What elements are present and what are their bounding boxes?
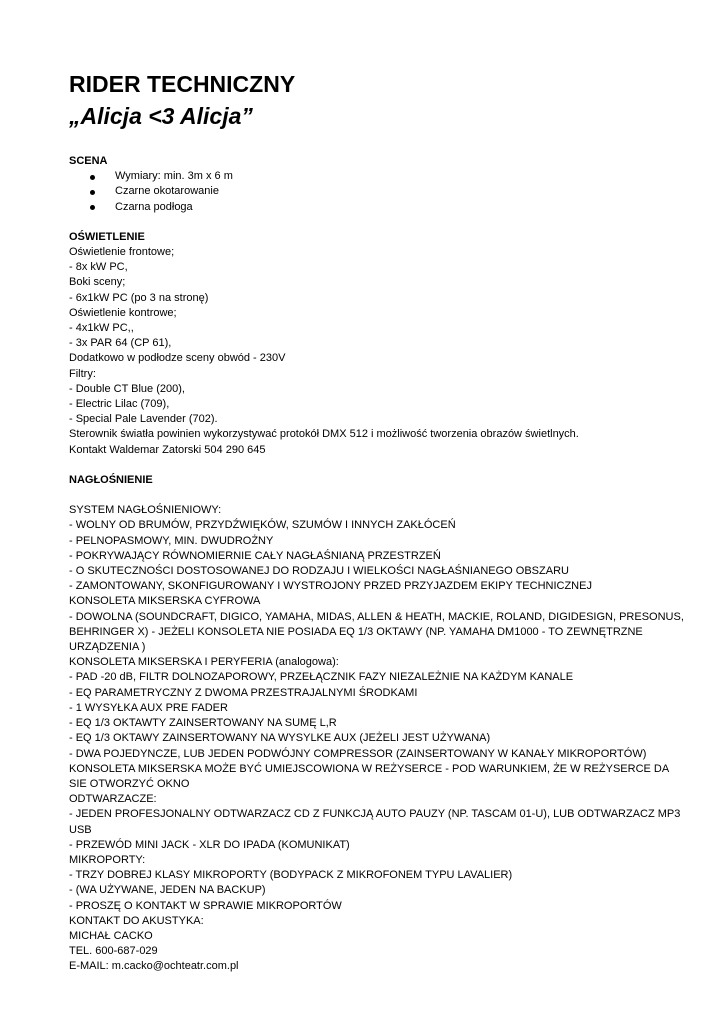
text-line: - 4x1kW PC,, bbox=[69, 322, 134, 335]
text-line: - ZAMONTOWANY, SKONFIGUROWANY I WYSTROJONY PRZED PRZYJAZDEM EKIPY TECHNICZNEJ bbox=[69, 580, 592, 593]
list-item-text: Czarne okotarowanie bbox=[115, 185, 219, 198]
text-line: - Special Pale Lavender (702). bbox=[69, 413, 218, 426]
text-line: - 3x PAR 64 (CP 61), bbox=[69, 337, 172, 350]
section-heading-oswietlenie: OŚWIETLENIE bbox=[69, 230, 145, 243]
contact-email: E-MAIL: m.cacko@ochteatr.com.pl bbox=[69, 960, 239, 973]
document-subtitle: „Alicja <3 Alicja” bbox=[69, 103, 253, 129]
text-line: Filtry: bbox=[69, 367, 96, 380]
text-line: - Electric Lilac (709), bbox=[69, 398, 170, 411]
text-line: MICHAŁ CACKO bbox=[69, 929, 153, 942]
text-line: Dodatkowo w podłodze sceny obwód - 230V bbox=[69, 352, 286, 365]
list-item bbox=[69, 184, 669, 199]
text-line: - EQ 1/3 OKTAWTY ZAINSERTOWANY NA SUMĘ L,R bbox=[69, 717, 337, 730]
text-line: SYSTEM NAGŁOŚNIENIOWY: bbox=[69, 504, 222, 517]
text-line: - PELNOPASMOWY, MIN. DWUDROŻNY bbox=[69, 534, 274, 547]
text-line: - 8x kW PC, bbox=[69, 261, 128, 274]
list-item bbox=[69, 200, 669, 215]
document-page bbox=[69, 70, 684, 975]
text-line: ODTWARZACZE: bbox=[69, 793, 157, 806]
bullet-icon bbox=[90, 190, 95, 195]
text-line: BEHRINGER X) - JEŻELI KONSOLETA NIE POSIADA EQ 1/3 OKTAWY (NP. YAMAHA DM1000 - TO ZEWNĘTRZNE bbox=[69, 625, 643, 638]
bullet-icon bbox=[90, 175, 95, 180]
text-line: KONSOLETA MIKSERSKA MOŻE BYĆ UMIEJSCOWIONA W REŻYSERCE - POD WARUNKIEM, ŻE W REŻYSERCE DA bbox=[69, 762, 670, 775]
section-scena bbox=[69, 154, 669, 215]
list-item-text: Czarna podłoga bbox=[115, 200, 193, 213]
text-line: TEL. 600-687-029 bbox=[69, 945, 158, 958]
text-line: - TRZY DOBREJ KLASY MIKROPORTY (BODYPACK Z MIKROFONEM TYPU LAVALIER) bbox=[69, 869, 513, 882]
blank-line bbox=[69, 488, 669, 503]
text-line: - PAD -20 dB, FILTR DOLNOZAPOROWY, PRZEŁĄCZNIK FAZY NIEZALEŻNIE NA KAŻDYM KANALE bbox=[69, 671, 574, 684]
section-naglosnienie bbox=[69, 473, 684, 975]
text-line: SIE OTWORZYĆ OKNO bbox=[69, 777, 190, 790]
text-line: USB bbox=[69, 823, 92, 836]
text-line: Boki sceny; bbox=[69, 276, 126, 289]
list-item-text: Wymiary: min. 3m x 6 m bbox=[115, 170, 233, 183]
text-line: - DWA POJEDYNCZE, LUB JEDEN PODWÓJNY COMPRESSOR (ZAINSERTOWANY W KANAŁY MIKROPORTÓW) bbox=[69, 747, 647, 760]
text-line: - PROSZĘ O KONTAKT W SPRAWIE MIKROPORTÓW bbox=[69, 899, 342, 912]
text-line: - WOLNY OD BRUMÓW, PRZYDŹWIĘKÓW, SZUMÓW I INNYCH ZAKŁÓCEŃ bbox=[69, 519, 456, 532]
text-line: KONSOLETA MIKSERSKA CYFROWA bbox=[69, 595, 261, 608]
bullet-icon bbox=[90, 205, 95, 210]
text-line: URZĄDZENIA ) bbox=[69, 641, 146, 654]
text-line: KONSOLETA MIKSERSKA I PERYFERIA (analogowa): bbox=[69, 656, 339, 669]
text-line: - Double CT Blue (200), bbox=[69, 382, 185, 395]
text-line: - EQ PARAMETRYCZNY Z DWOMA PRZESTRAJALNYMI ŚRODKAMI bbox=[69, 686, 418, 699]
text-line: - 1 WYSYŁKA AUX PRE FADER bbox=[69, 701, 228, 714]
text-line: - POKRYWAJĄCY RÓWNOMIERNIE CAŁY NAGŁAŚNIANĄ PRZESTRZEŃ bbox=[69, 549, 441, 562]
text-line: - O SKUTECZNOŚCI DOSTOSOWANEJ DO RODZAJU I WIELKOŚCI NAGŁAŚNIANEGO OBSZARU bbox=[69, 565, 569, 578]
text-line: Kontakt Waldemar Zatorski 504 290 645 bbox=[69, 443, 266, 456]
text-line: - EQ 1/3 OKTAWY ZAINSERTOWANY NA WYSYLKE AUX (JEŻELI JEST UŻYWANA) bbox=[69, 732, 491, 745]
section-oswietlenie bbox=[69, 230, 669, 458]
scena-bullet-list bbox=[69, 169, 669, 215]
text-line: Sterownik światła powinien wykorzystywać protokół DMX 512 i możliwość tworzenia obrazów świetlnych. bbox=[69, 428, 579, 441]
text-line: MIKROPORTY: bbox=[69, 853, 146, 866]
text-line: KONTAKT DO AKUSTYKA: bbox=[69, 914, 204, 927]
text-line: Oświetlenie frontowe; bbox=[69, 246, 175, 259]
text-line: - JEDEN PROFESJONALNY ODTWARZACZ CD Z FUNKCJĄ AUTO PAUZY (NP. TASCAM 01-U), LUB ODTWARZACZ MP3 bbox=[69, 808, 681, 821]
document-title: RIDER TECHNICZNY bbox=[69, 71, 296, 97]
text-line: - 6x1kW PC (po 3 na stronę) bbox=[69, 291, 209, 304]
section-heading-scena: SCENA bbox=[69, 155, 108, 167]
text-line: Oświetlenie kontrowe; bbox=[69, 306, 177, 319]
list-item bbox=[69, 169, 669, 184]
text-line: - PRZEWÓD MINI JACK - XLR DO IPADA (KOMUNIKAT) bbox=[69, 838, 350, 851]
section-heading-naglosnienie: NAGŁOŚNIENIE bbox=[69, 473, 153, 486]
text-line: - DOWOLNA (SOUNDCRAFT, DIGICO, YAMAHA, MIDAS, ALLEN & HEATH, MACKIE, ROLAND, DIGIDESIGN, PRESONUS, bbox=[69, 610, 684, 623]
text-line: - (WA UŻYWANE, JEDEN NA BACKUP) bbox=[69, 884, 266, 897]
